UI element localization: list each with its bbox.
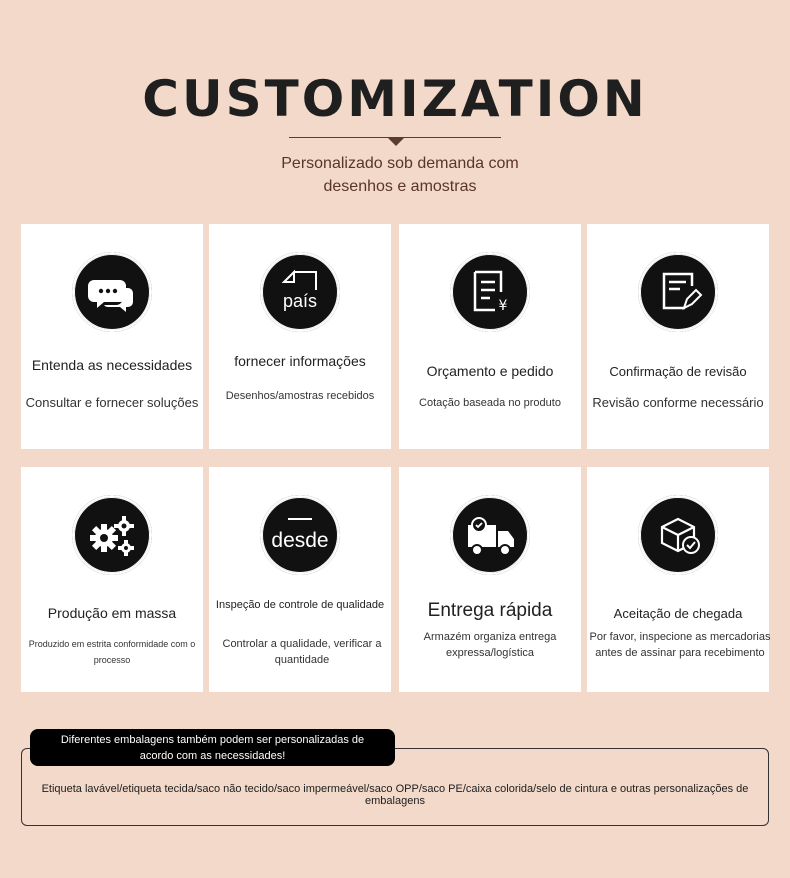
packaging-badge [30,729,395,766]
page-subtitle: Personalizado sob demanda com desenhos e amostras [281,155,519,195]
inspection-icon [260,495,340,575]
step-desc: Produzido em estrita conformidade com o processo [28,639,196,665]
step-desc: Desenhos/amostras recebidos [225,390,375,402]
page-title: CUSTOMIZATION [142,70,648,128]
step-card-revision [587,224,769,449]
quote-document-yen-icon [450,252,530,332]
step-desc: Consultar e fornecer soluções [25,395,199,410]
step-title: fornecer informações [234,353,366,369]
svg-text:¥: ¥ [498,298,508,314]
step-card-quote-order [399,224,581,449]
step-title: Entenda as necessidades [31,357,193,373]
document-icon [260,252,340,332]
step-title: Inspeção de controle de qualidade [215,599,385,611]
step-card-mass-production [21,467,203,692]
step-title: Produção em massa [47,605,177,621]
icon-text: país [282,291,318,311]
step-card-arrival-acceptance [587,467,769,692]
edit-document-icon [638,252,718,332]
step-title: Entrega rápida [427,600,553,621]
chat-bubbles-icon [72,252,152,332]
packaging-options-text: Etiqueta lavável/etiqueta tecida/saco não tecido/saco impermeável/saco OPP/saco PE/caixa colorida/selo de cintura e outras personalizações de embalagens [41,783,749,807]
step-card-fast-delivery [399,467,581,692]
gears-icon [72,495,152,575]
divider-arrow [388,138,404,146]
step-desc: Por favor, inspecione as mercadorias antes de assinar para recebimento [589,631,771,659]
step-title: Orçamento e pedido [426,363,554,379]
packaging-badge-text: Diferentes embalagens também podem ser personalizadas de acordo com as necessidades! [60,733,365,762]
box-check-icon [638,495,718,575]
step-desc: Armazém organiza entrega expressa/logística [423,631,557,659]
step-card-quality-inspection [209,467,391,692]
step-title: Aceitação de chegada [613,606,743,621]
icon-text: desde [271,529,329,552]
step-desc: Revisão conforme necessário [592,395,764,410]
delivery-truck-icon [450,495,530,575]
step-card-understand-needs [21,224,203,449]
step-desc: Controlar a qualidade, verificar a quantidade [222,638,382,666]
step-desc: Cotação baseada no produto [419,397,561,409]
step-title: Confirmação de revisão [609,364,747,379]
step-card-provide-info [209,224,391,449]
